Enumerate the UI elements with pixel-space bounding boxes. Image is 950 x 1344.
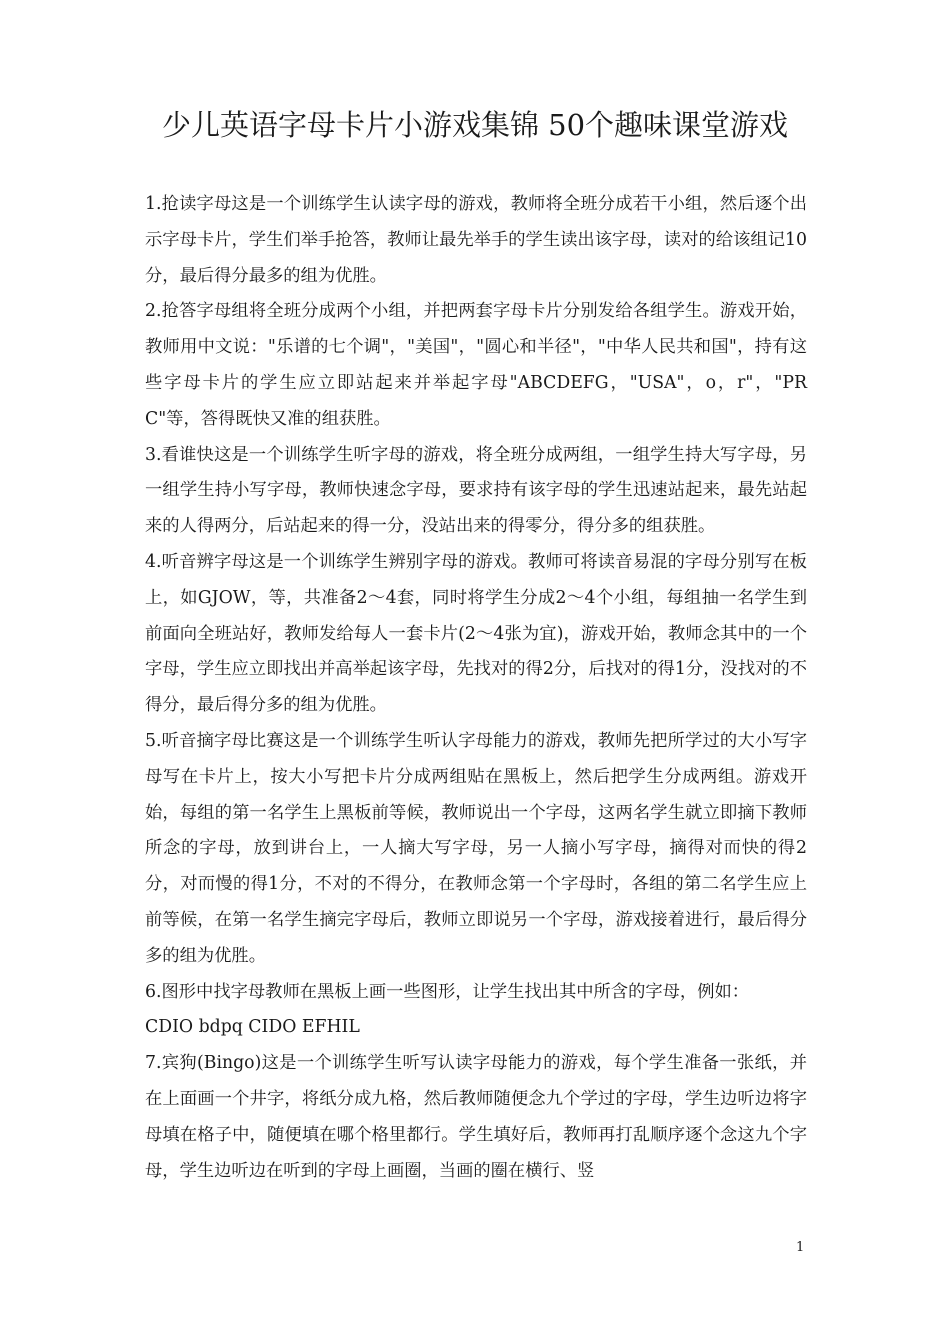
paragraph-game-3: 3.看谁快这是一个训练学生听字母的游戏，将全班分成两组，一组学生持大写字母，另一组学生持小写字母，教师快速念字母，要求持有该字母的学生迅速站起来，最先站起来的人得两分，后站起来的得一分，没站出来的得零分，得分多的组获胜。	[145, 444, 807, 537]
paragraph-game-5: 5.听音摘字母比赛这是一个训练学生听认字母能力的游戏，教师先把所学过的大小写字母写在卡片上，按大小写把卡片分成两组贴在黑板上，然后把学生分成两组。游戏开始，每组的第一名学生上黑板前等候，教师说出一个字母，这两名学生就立即摘下教师所念的字母，放到讲台上，一人摘大写字母，另一人摘小写字母，摘得对而快的得2分，对而慢的得1分，不对的不得分，在教师念第一个字母时，各组的第二名学生应上前等候，在第一名学生摘完字母后，教师立即说另一个字母，游戏接着进行，最后得分多的组为优胜。	[145, 730, 807, 966]
paragraph-game-1: 1.抢读字母这是一个训练学生认读字母的游戏，教师将全班分成若干小组，然后逐个出示字母卡片，学生们举手抢答，教师让最先举手的学生读出该字母，读对的给该组记10分，最后得分最多的组为优胜。	[145, 194, 807, 286]
paragraph-game-6-example: CDIO bdpq CIDO EFHIL	[145, 1017, 360, 1038]
paragraph-game-4: 4.听音辨字母这是一个训练学生辨别字母的游戏。教师可将读音易混的字母分别写在板上，如GJOW，等，共准备2～4套，同时将学生分成2～4个小组，每组抽一名学生到前面向全班站好，教师发给每人一套卡片(2～4张为宜)，游戏开始，教师念其中的一个字母，学生应立即找出并高举起该字母，先找对的得2分，后找对的得1分，没找对的不得分，最后得分多的组为优胜。	[145, 551, 807, 716]
page-number: 1	[796, 1240, 805, 1255]
document-body	[145, 187, 807, 1189]
paragraph-game-7: 7.宾狗(Bingo)这是一个训练学生听写认读字母能力的游戏，每个学生准备一张纸，并在上面画一个井字，将纸分成九格，然后教师随便念九个学过的字母，学生边听边将字母填在格子中，随便填在哪个格里都行。学生填好后，教师再打乱顺序逐个念这九个字母，学生边听边在听到的字母上画圈，当画的圈在横行、竖	[145, 1053, 807, 1181]
paragraph-game-2: 2.抢答字母组将全班分成两个小组，并把两套字母卡片分别发给各组学生。游戏开始，教师用中文说："乐谱的七个调"，"美国"，"圆心和半径"，"中华人民共和国"，持有这些字母卡片的学生应立即站起来并举起字母"ABCDEFG，"USA"，o，r"，"PRC"等，答得既快又准的组获胜。	[145, 301, 807, 429]
document-title: 少儿英语字母卡片小游戏集锦 50个趣味课堂游戏	[161, 108, 789, 142]
paragraph-game-6: 6.图形中找字母教师在黑板上画一些图形，让学生找出其中所含的字母，例如：	[145, 981, 750, 1002]
